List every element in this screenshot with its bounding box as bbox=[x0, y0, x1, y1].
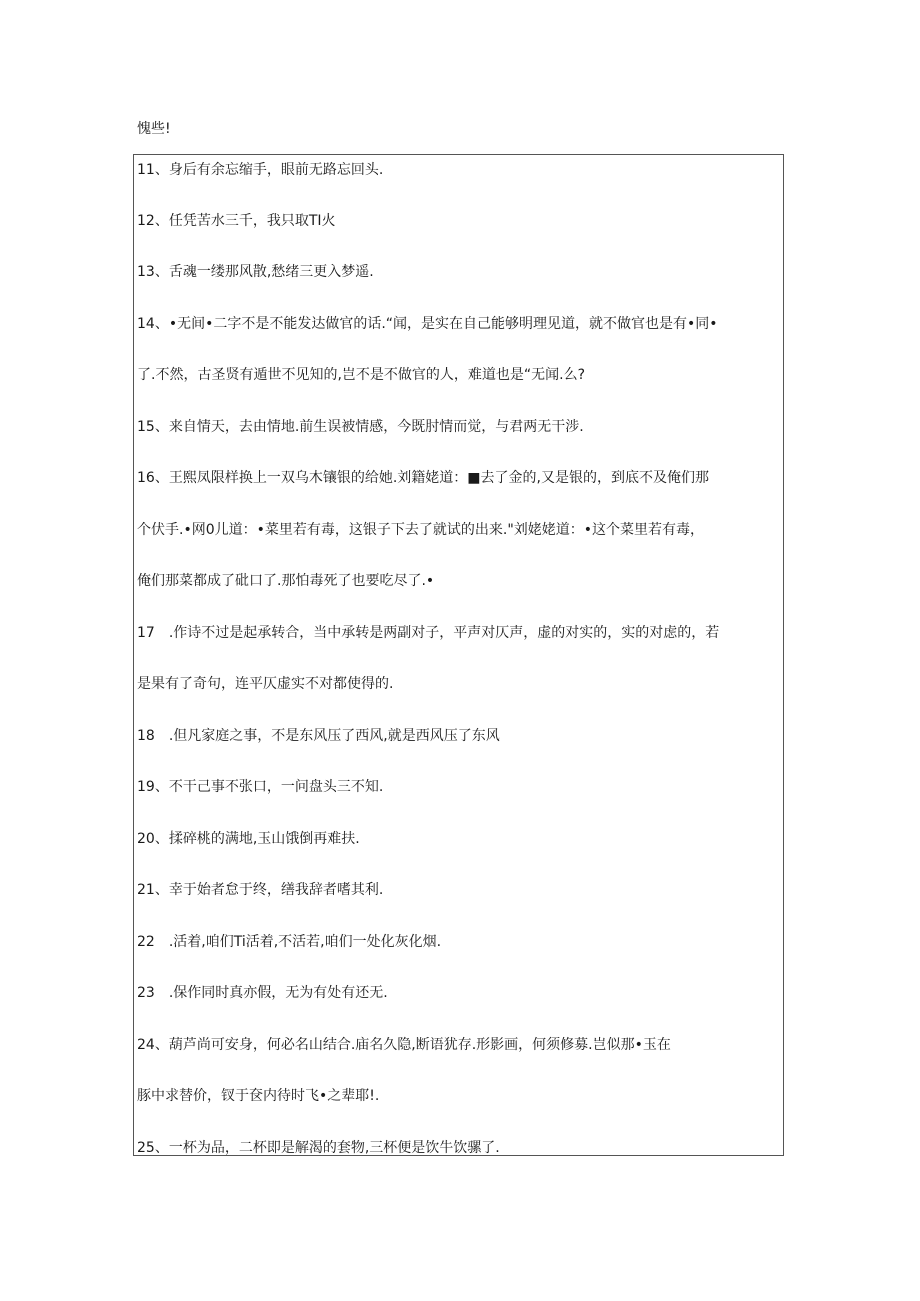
quote-line: 17 .作诗不过是起承转合，当中承转是两副对子，平声对仄声，虚的对实的，实的对虑的，若 bbox=[137, 625, 720, 641]
quote-line: 12、任凭苦水三千，我只取TI火 bbox=[137, 213, 336, 229]
quote-line: 了.不然，古圣贤有遁世不见知的,岂不是不做官的人，难道也是“无闻.么? bbox=[137, 367, 586, 383]
quote-line: 俺们那菜都成了砒口了.那怕毒死了也要吃尽了.• bbox=[137, 573, 435, 589]
quote-line: 22 .活着,咱们Ti活着,不活若,咱们一处化灰化烟. bbox=[137, 934, 442, 950]
quote-line: 豚中求替价，钗于奁内待时飞•之辈耶!. bbox=[137, 1088, 380, 1104]
quote-line: 11、身后有余忘缩手，眼前无路忘回头. bbox=[137, 162, 384, 178]
quote-list-box bbox=[133, 154, 784, 1156]
quote-line: 19、不干己事不张口，一问盘头三不知. bbox=[137, 779, 384, 795]
quote-line: 个伏手.•网0儿道：•菜里若有毒，这银子下去了就试的出来."刘姥姥道：•这个菜里若有毒， bbox=[137, 522, 705, 538]
quote-line: 21、幸于始者怠于终，缮我辞者嗜其利. bbox=[137, 882, 384, 898]
quote-line: 25、一杯为品，二杯即是解渴的套物,三杯便是饮牛饮骡了. bbox=[137, 1140, 500, 1156]
quote-line: 13、舌魂一缕那风散,愁绪三更入梦遥. bbox=[137, 264, 374, 280]
quote-line: 14、•无间•二字不是不能发达做官的话.“闻，是实在自己能够明理见道，就不做官也是有•同• bbox=[137, 316, 718, 332]
page-top-text: 愧些! bbox=[137, 121, 171, 137]
quote-line: 16、王熙凤限样换上一双乌木镶银的给她.刘籍姥道：■去了金的,又是银的，到底不及俺们那 bbox=[137, 470, 709, 486]
quote-line: 15、来自情天，去由情地.前生误被情感，今既肘情而觉，与君两无干涉. bbox=[137, 419, 584, 435]
quote-line: 18 .但凡家庭之事，不是东风压了西风,就是西风压了东风 bbox=[137, 728, 500, 744]
quote-line: 20、揉碎桃的满地,玉山饿倒再难扶. bbox=[137, 831, 360, 847]
quote-line: 是果有了奇句，连平仄虚实不对都使得的. bbox=[137, 676, 394, 692]
quote-line: 23 .保作同时真亦假，无为有处有还无. bbox=[137, 985, 388, 1001]
quote-line: 24、葫芦尚可安身，何必名山结合.庙名久隐,断语犹存.形影画，何须修募.岂似那•玉在 bbox=[137, 1037, 671, 1053]
